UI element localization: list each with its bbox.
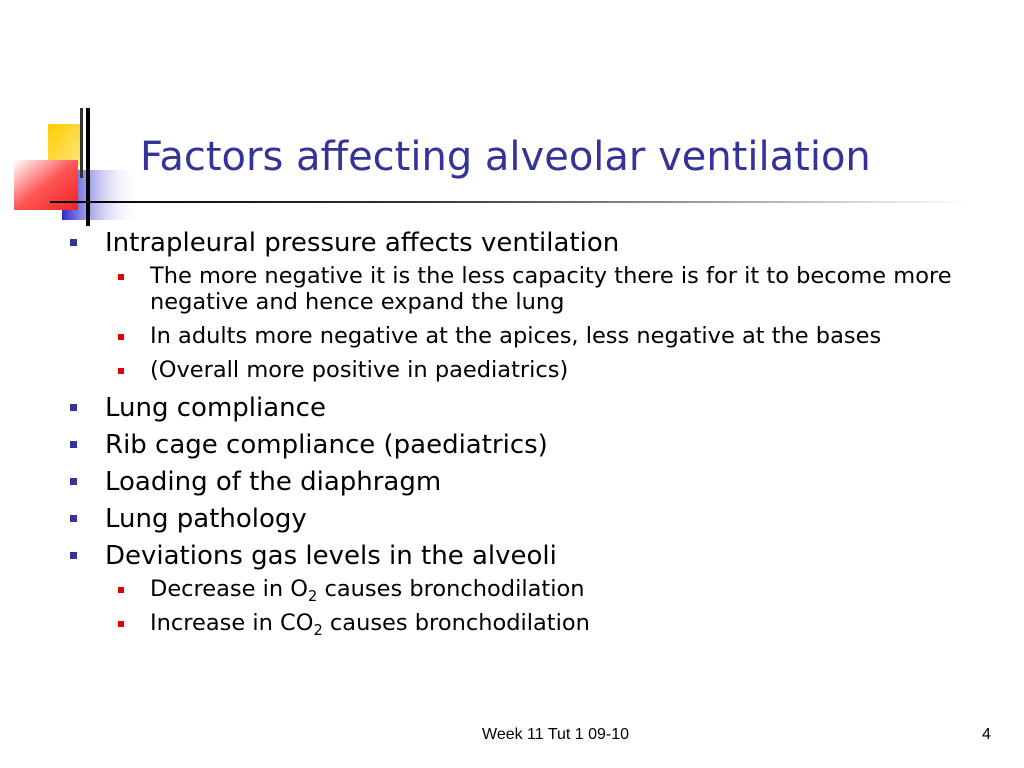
sub-bullet-marker <box>118 587 124 593</box>
bullet-lung-compliance <box>70 391 990 425</box>
sub-bullet-text: The more negative it is the less capacity there is for it to become more negative and hence expand the lung <box>150 263 952 315</box>
sub-list-container <box>70 263 990 383</box>
subscript: 2 <box>308 588 318 606</box>
sub-bullet-marker <box>118 274 124 280</box>
sub-bullet-co2 <box>70 610 990 640</box>
bullet-rib-cage <box>70 428 990 462</box>
subscript: 2 <box>313 622 323 640</box>
bullet-text: Lung compliance <box>105 393 326 423</box>
sub-bullet-list <box>70 263 990 383</box>
slide-footer: Week 11 Tut 1 09-10 <box>482 726 630 743</box>
bullet-marker <box>70 441 77 448</box>
bullet-text: Loading of the diaphragm <box>105 467 442 497</box>
sub-bullet-negative-capacity <box>70 263 990 315</box>
bullet-intrapleural <box>70 226 990 260</box>
title-divider <box>50 201 970 203</box>
sub-bullet-marker <box>118 368 124 374</box>
bullet-list <box>70 226 990 640</box>
bullet-text: Deviations gas levels in the alveoli <box>105 541 557 571</box>
sub-bullet-post: causes bronchodilation <box>317 576 585 602</box>
corner-decoration <box>0 0 140 230</box>
sub-bullet-list <box>70 576 990 640</box>
sub-bullet-pre: Increase in CO <box>150 610 314 636</box>
sub-bullet-marker <box>118 334 124 340</box>
bullet-text: Intrapleural pressure affects ventilation <box>105 228 620 258</box>
bullet-text: Lung pathology <box>105 504 307 534</box>
bullet-lung-pathology <box>70 502 990 536</box>
sub-bullet-paediatrics <box>70 357 990 383</box>
bullet-gas-levels <box>70 539 990 573</box>
sub-bullet-o2 <box>70 576 990 606</box>
sub-bullet-adults <box>70 323 990 349</box>
page-number: 4 <box>982 726 991 743</box>
bullet-diaphragm <box>70 465 990 499</box>
sub-bullet-text: In adults more negative at the apices, less negative at the bases <box>150 323 882 349</box>
bullet-marker <box>70 404 77 411</box>
bullet-text: Rib cage compliance (paediatrics) <box>105 430 548 460</box>
bullet-marker <box>70 239 77 246</box>
bullet-marker <box>70 552 77 559</box>
slide-body <box>70 226 990 644</box>
sub-list-container <box>70 576 990 640</box>
slide-title: Factors affecting alveolar ventilation <box>140 134 871 180</box>
sub-bullet-post: causes bronchodilation <box>322 610 590 636</box>
sub-bullet-text: (Overall more positive in paediatrics) <box>150 357 569 383</box>
sub-bullet-marker <box>118 621 124 627</box>
bullet-marker <box>70 478 77 485</box>
sub-bullet-pre: Decrease in O <box>150 576 309 602</box>
bullet-marker <box>70 515 77 522</box>
